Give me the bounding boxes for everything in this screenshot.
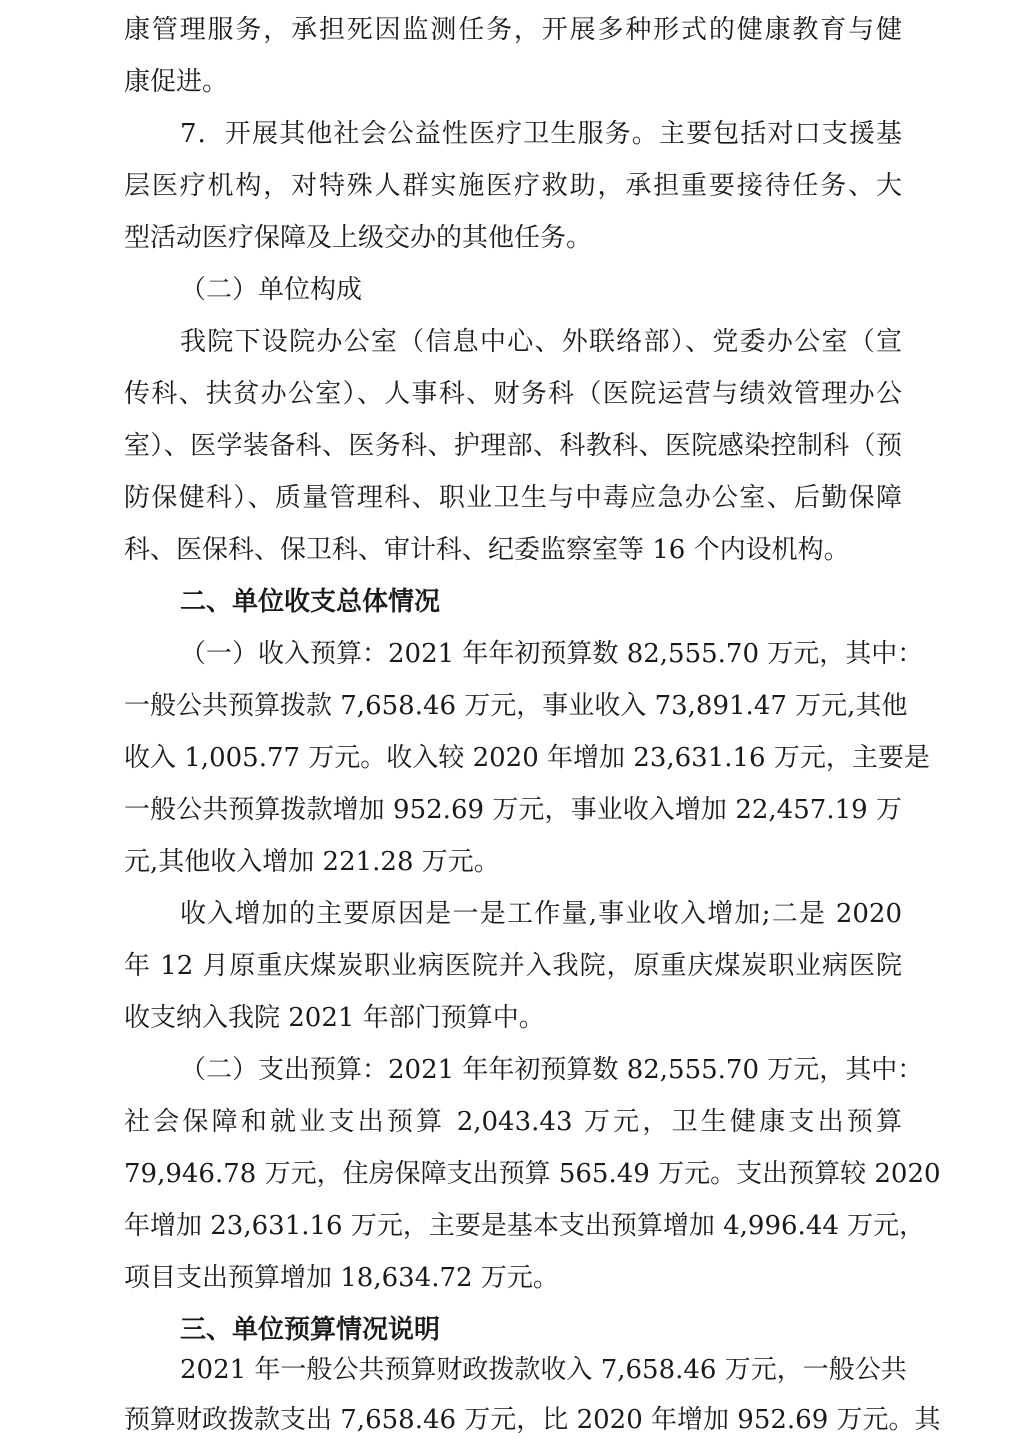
text-line: 7．开展其他社会公益性医疗卫生服务。主要包括对口支援基 [180, 119, 902, 149]
text-line: 79,946.78 万元，住房保障支出预算 565.49 万元。支出预算较 2020 [124, 1159, 941, 1189]
section-heading: 三、单位预算情况说明 [180, 1315, 441, 1345]
section-subheading: （二）单位构成 [180, 275, 363, 305]
text-line: 社会保障和就业支出预算 2,043.43 万元，卫生健康支出预算 [124, 1107, 902, 1137]
section-heading: 二、单位收支总体情况 [180, 587, 441, 617]
text-line: 康促进。 [124, 67, 229, 97]
text-line: 一般公共预算拨款增加 952.69 万元，事业收入增加 22,457.19 万 [124, 795, 902, 825]
text-line: 传科、扶贫办公室）、人事科、财务科（医院运营与绩效管理办公 [124, 379, 902, 409]
text-line: 2021 年一般公共预算财政拨款收入 7,658.46 万元，一般公共 [180, 1355, 907, 1385]
text-line: 一般公共预算拨款 7,658.46 万元，事业收入 73,891.47 万元,其他 [124, 691, 908, 721]
text-line: 防保健科）、质量管理科、职业卫生与中毒应急办公室、后勤保障 [124, 483, 902, 513]
text-line: 预算财政拨款支出 7,658.46 万元，比 2020 年增加 952.69 万元。其 [124, 1405, 941, 1435]
text-line: 年增加 23,631.16 万元，主要是基本支出预算增加 4,996.44 万元， [124, 1211, 926, 1241]
text-line: 康管理服务，承担死因监测任务，开展多种形式的健康教育与健 [124, 15, 902, 45]
text-line: 项目支出预算增加 18,634.72 万元。 [124, 1263, 559, 1293]
text-line: （二）支出预算：2021 年年初预算数 82,555.70 万元，其中： [180, 1055, 924, 1085]
text-line: 层医疗机构，对特殊人群实施医疗救助，承担重要接待任务、大 [124, 171, 902, 201]
text-line: 年 12 月原重庆煤炭职业病医院并入我院，原重庆煤炭职业病医院 [124, 951, 902, 981]
text-line: 收入 1,005.77 万元。收入较 2020 年增加 23,631.16 万元，主要是 [124, 743, 930, 773]
text-line: 收支纳入我院 2021 年部门预算中。 [124, 1003, 545, 1033]
text-line: 我院下设院办公室（信息中心、外联络部）、党委办公室（宣 [180, 327, 902, 357]
text-line: 元,其他收入增加 221.28 万元。 [124, 847, 500, 877]
text-line: 室）、医学装备科、医务科、护理部、科教科、医院感染控制科（预 [124, 431, 902, 461]
text-line: 收入增加的主要原因是一是工作量,事业收入增加;二是 2020 [180, 899, 902, 929]
text-line: 科、医保科、保卫科、审计科、纪委监察室等 16 个内设机构。 [124, 535, 850, 565]
text-line: 型活动医疗保障及上级交办的其他任务。 [124, 223, 593, 253]
text-line: （一）收入预算：2021 年年初预算数 82,555.70 万元，其中： [180, 639, 924, 669]
